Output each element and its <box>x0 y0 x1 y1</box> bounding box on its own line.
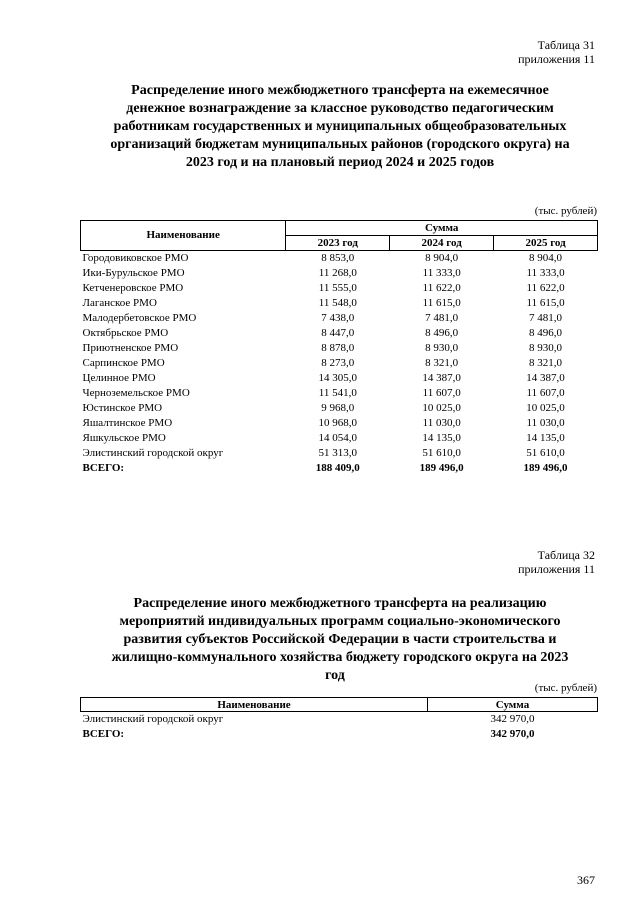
row-value-2024: 14 387,0 <box>422 372 461 384</box>
table-row <box>81 712 598 728</box>
row-value-2025: 14 135,0 <box>526 432 565 444</box>
table-row <box>81 266 598 281</box>
table-row <box>81 296 598 311</box>
table32-title-line: Распределение иного межбюджетного трансферта на реализацию <box>133 596 547 611</box>
table32-caption-number: Таблица 32 <box>537 548 595 562</box>
row-value-2023: 11 548,0 <box>318 297 357 309</box>
row-name: Целинное РМО <box>82 372 156 384</box>
total-row <box>81 461 598 476</box>
row-value-2023: 11 555,0 <box>318 282 357 294</box>
table32 <box>80 697 598 742</box>
row-value-2025: 7 481,0 <box>529 312 563 324</box>
row-value-2023: 11 541,0 <box>318 387 357 399</box>
row-name: Яшкульское РМО <box>82 432 166 444</box>
row-value-2025: 8 496,0 <box>529 327 563 339</box>
table-row <box>81 356 598 371</box>
table31-title-line: организаций бюджетам муниципальных районов (городского округа) на <box>110 137 570 152</box>
total-value: 342 970,0 <box>490 728 535 740</box>
page-number: 367 <box>577 873 595 887</box>
table31 <box>80 220 598 476</box>
table32-units: (тыс. рублей) <box>534 682 597 694</box>
row-value-2025: 14 387,0 <box>526 372 565 384</box>
row-value-2023: 51 313,0 <box>318 447 358 459</box>
table-row <box>81 401 598 416</box>
row-name: Ики-Бурульское РМО <box>82 267 185 279</box>
table-row <box>81 416 598 431</box>
table31-title-line: денежное вознаграждение за классное руководство педагогическим <box>126 101 554 116</box>
row-name: Малодербетовское РМО <box>82 312 197 324</box>
table31-title-line: Распределение иного межбюджетного трансферта на ежемесячное <box>131 83 549 98</box>
table32-header-sum: Сумма <box>428 698 598 712</box>
table31-title <box>80 82 600 172</box>
row-value-2025: 11 333,0 <box>526 267 565 279</box>
total-value-2025: 189 496,0 <box>523 462 568 474</box>
row-value-2025: 11 030,0 <box>526 417 565 429</box>
table31-caption <box>518 38 595 66</box>
row-value-2024: 8 496,0 <box>425 327 459 339</box>
total-value-2024: 189 496,0 <box>419 462 464 474</box>
row-value-2025: 8 321,0 <box>529 357 563 369</box>
row-name: Лаганское РМО <box>82 297 157 309</box>
row-name: Яшалтинское РМО <box>82 417 173 429</box>
table31-caption-number: Таблица 31 <box>537 38 595 52</box>
table-row <box>81 311 598 326</box>
row-value-2023: 9 968,0 <box>321 402 355 414</box>
row-name: Элистинский городской округ <box>82 447 224 459</box>
row-name: Приютненское РМО <box>82 342 179 354</box>
row-value-2023: 7 438,0 <box>321 312 355 324</box>
row-value-2025: 51 610,0 <box>526 447 565 459</box>
row-name: Элистинский городской округ <box>82 713 224 725</box>
row-value-2023: 8 273,0 <box>321 357 355 369</box>
row-value-2024: 14 135,0 <box>422 432 461 444</box>
row-value-2023: 10 968,0 <box>318 417 358 429</box>
row-value-2024: 10 025,0 <box>422 402 461 414</box>
table31-header-year: 2023 год <box>286 236 390 251</box>
table31-title-line: работникам государственных и муниципальных общеобразовательных <box>113 119 567 134</box>
table31-header-sum: Сумма <box>286 221 598 236</box>
table32-header-name: Наименование <box>81 698 428 712</box>
row-value-2025: 11 607,0 <box>526 387 565 399</box>
table31-header-name: Наименование <box>81 221 286 251</box>
row-value-2024: 8 904,0 <box>425 252 459 264</box>
row-value-2024: 11 607,0 <box>422 387 461 399</box>
table32-title-line: жилищно-коммунального хозяйства бюджету городского округа на 2023 <box>111 650 569 665</box>
row-value-2023: 14 305,0 <box>318 372 358 384</box>
row-value-2023: 8 853,0 <box>321 252 355 264</box>
row-name: Черноземельское РМО <box>82 387 190 399</box>
table-row <box>81 431 598 446</box>
row-value-2023: 14 054,0 <box>318 432 358 444</box>
row-value-2024: 51 610,0 <box>422 447 461 459</box>
table-row <box>81 326 598 341</box>
table31-header-year: 2025 год <box>494 236 598 251</box>
table31-units: (тыс. рублей) <box>534 205 597 217</box>
row-value-2025: 10 025,0 <box>526 402 565 414</box>
row-value-2023: 11 268,0 <box>318 267 357 279</box>
row-value-2025: 8 904,0 <box>529 252 563 264</box>
table31-title-line: 2023 год и на плановый период 2024 и 2025 годов <box>185 155 495 170</box>
row-value-2024: 11 333,0 <box>422 267 461 279</box>
row-value-2025: 11 622,0 <box>526 282 565 294</box>
row-name: Городовиковское РМО <box>82 252 189 264</box>
row-name: Сарпинское РМО <box>82 357 165 369</box>
row-value-2024: 11 622,0 <box>422 282 461 294</box>
table32-caption <box>518 548 595 576</box>
table32-title-line: год <box>325 668 345 683</box>
table-row <box>81 446 598 461</box>
total-label: ВСЕГО: <box>82 462 125 474</box>
table31-header-year: 2024 год <box>390 236 494 251</box>
total-value-2023: 188 409,0 <box>315 462 360 474</box>
table-row <box>81 386 598 401</box>
table32-title <box>80 595 600 685</box>
table32-title-line: развития субъектов Российской Федерации в части строительства и <box>123 632 557 647</box>
row-value-2025: 11 615,0 <box>526 297 565 309</box>
table31-caption-appendix: приложения 11 <box>518 52 595 66</box>
row-name: Октябрьское РМО <box>82 327 169 339</box>
row-name: Юстинское РМО <box>82 402 163 414</box>
row-value-2024: 8 930,0 <box>425 342 459 354</box>
row-value-2023: 8 878,0 <box>321 342 355 354</box>
table-row <box>81 281 598 296</box>
table32-title-line: мероприятий индивидуальных программ социально-экономического <box>119 614 561 629</box>
table-row <box>81 371 598 386</box>
table32-caption-appendix: приложения 11 <box>518 562 595 576</box>
row-value-2024: 11 615,0 <box>422 297 461 309</box>
row-value-2024: 11 030,0 <box>422 417 461 429</box>
total-label: ВСЕГО: <box>82 728 125 740</box>
table-row <box>81 341 598 356</box>
total-row <box>81 727 598 742</box>
row-name: Кетченеровское РМО <box>82 282 184 294</box>
row-value: 342 970,0 <box>490 713 535 725</box>
row-value-2024: 8 321,0 <box>425 357 459 369</box>
table-row <box>81 251 598 267</box>
row-value-2024: 7 481,0 <box>425 312 459 324</box>
row-value-2025: 8 930,0 <box>529 342 563 354</box>
row-value-2023: 8 447,0 <box>321 327 355 339</box>
